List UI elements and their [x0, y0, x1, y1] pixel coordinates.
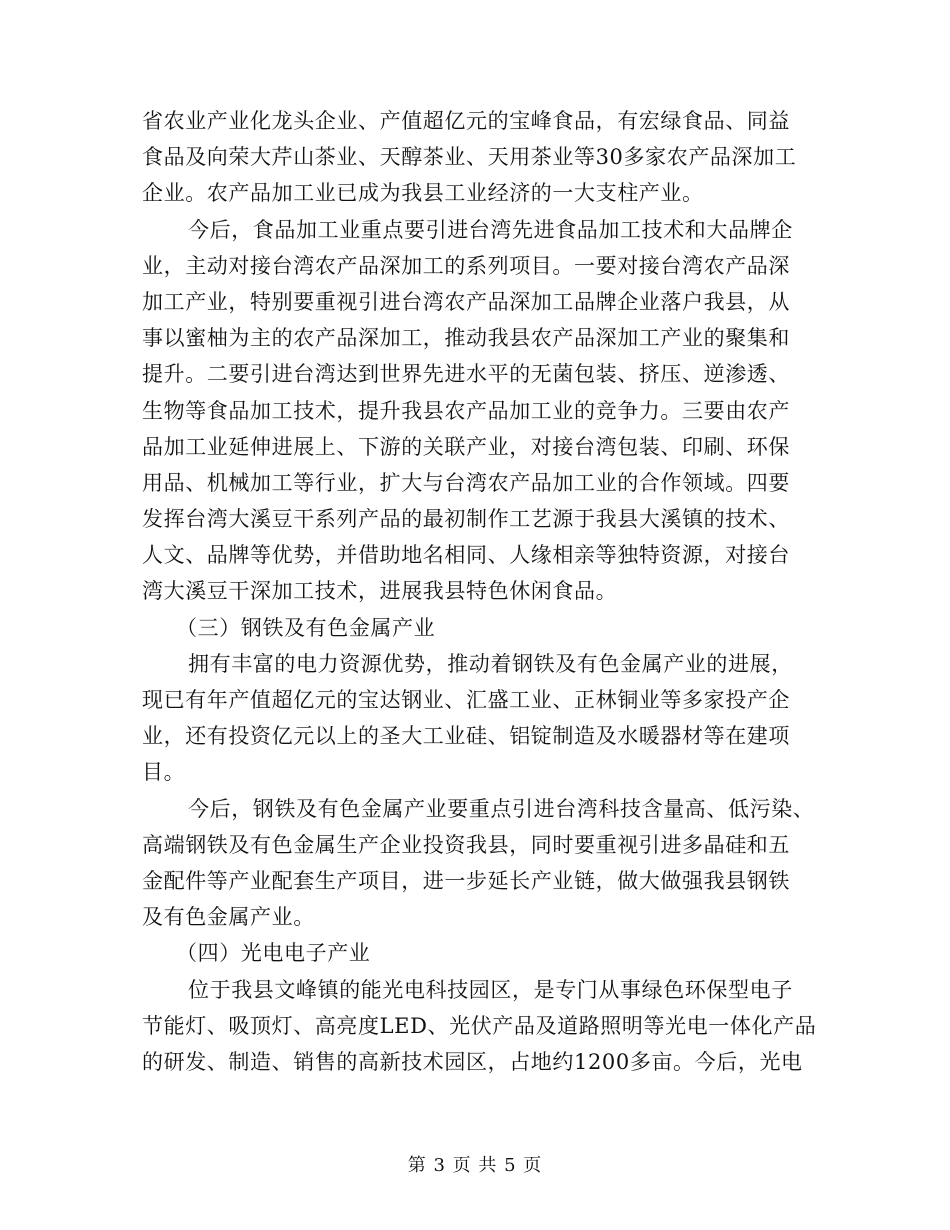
- text-line: 的研发、制造、销售的高新技术园区，占地约1200多亩。今后，光电: [142, 1049, 803, 1074]
- text-line: 节能灯、吸顶灯、高亮度LED、光伏产品及道路照明等光电一体化产品: [142, 1013, 817, 1038]
- text-line: 湾大溪豆干深加工技术，进展我县特色休闲食品。: [142, 579, 618, 604]
- text-line: 高端钢铁及有色金属生产企业投资我县，同时要重视引进多晶硅和五: [142, 832, 790, 857]
- text-line: 今后，钢铁及有色金属产业要重点引进台湾科技含量高、低污染、: [188, 796, 815, 821]
- document-body: [142, 103, 817, 1080]
- text-line: 业，主动对接台湾农产品深加工的系列项目。一要对接台湾农产品深: [142, 253, 790, 278]
- text-line: 拥有丰富的电力资源优势，推动着钢铁及有色金属产业的进展，: [188, 651, 793, 676]
- text-line: 事以蜜柚为主的农产品深加工，推动我县农产品深加工产业的聚集和: [142, 326, 790, 351]
- page-footer: 第 3 页 共 5 页: [407, 1155, 543, 1176]
- text-line: 今后，食品加工业重点要引进台湾先进食品加工技术和大品牌企: [188, 217, 793, 242]
- text-line: 现已有年产值超亿元的宝达钢业、汇盛工业、正林铜业等多家投产企: [142, 688, 790, 712]
- text-line: 发挥台湾大溪豆干系列产品的最初制作工艺源于我县大溪镇的技术、: [142, 507, 790, 532]
- section-heading: （四）光电电子产业: [176, 941, 371, 966]
- text-line: 加工产业，特别要重视引进台湾农产品深加工品牌企业落户我县，从: [142, 289, 790, 314]
- text-line: 食品及向荣大芹山茶业、天醇茶业、天用茶业等30多家农产品深加工: [142, 145, 797, 170]
- text-line: 及有色金属产业。: [142, 905, 315, 930]
- text-line: 用品、机械加工等行业，扩大与台湾农产品加工业的合作领域。四要: [142, 470, 790, 495]
- text-line: 人文、品牌等优势，并借助地名相同、人缘相亲等独特资源，对接台: [142, 543, 790, 568]
- text-line: 提升。二要引进台湾达到世界先进水平的无菌包装、挤压、逆渗透、: [142, 362, 790, 387]
- section-heading: （三）钢铁及有色金属产业: [176, 615, 436, 640]
- text-line: 业，还有投资亿元以上的圣大工业硅、铝锭制造及水暖器材等在建项: [142, 724, 790, 749]
- text-line: 位于我县文峰镇的能光电科技园区，是专门从事绿色环保型电子: [188, 977, 793, 1002]
- text-line: 生物等食品加工技术，提升我县农产品加工业的竞争力。三要由农产: [142, 398, 790, 423]
- text-line: 金配件等产业配套生产项目，进一步延长产业链，做大做强我县钢铁: [142, 868, 790, 893]
- text-line: 省农业产业化龙头企业、产值超亿元的宝峰食品，有宏绿食品、同益: [142, 109, 790, 133]
- text-line: 企业。农产品加工业已成为我县工业经济的一大支柱产业。: [142, 181, 704, 206]
- text-line: 品加工业延伸进展上、下游的关联产业，对接台湾包装、印刷、环保: [142, 434, 790, 459]
- text-line: 目。: [142, 760, 186, 785]
